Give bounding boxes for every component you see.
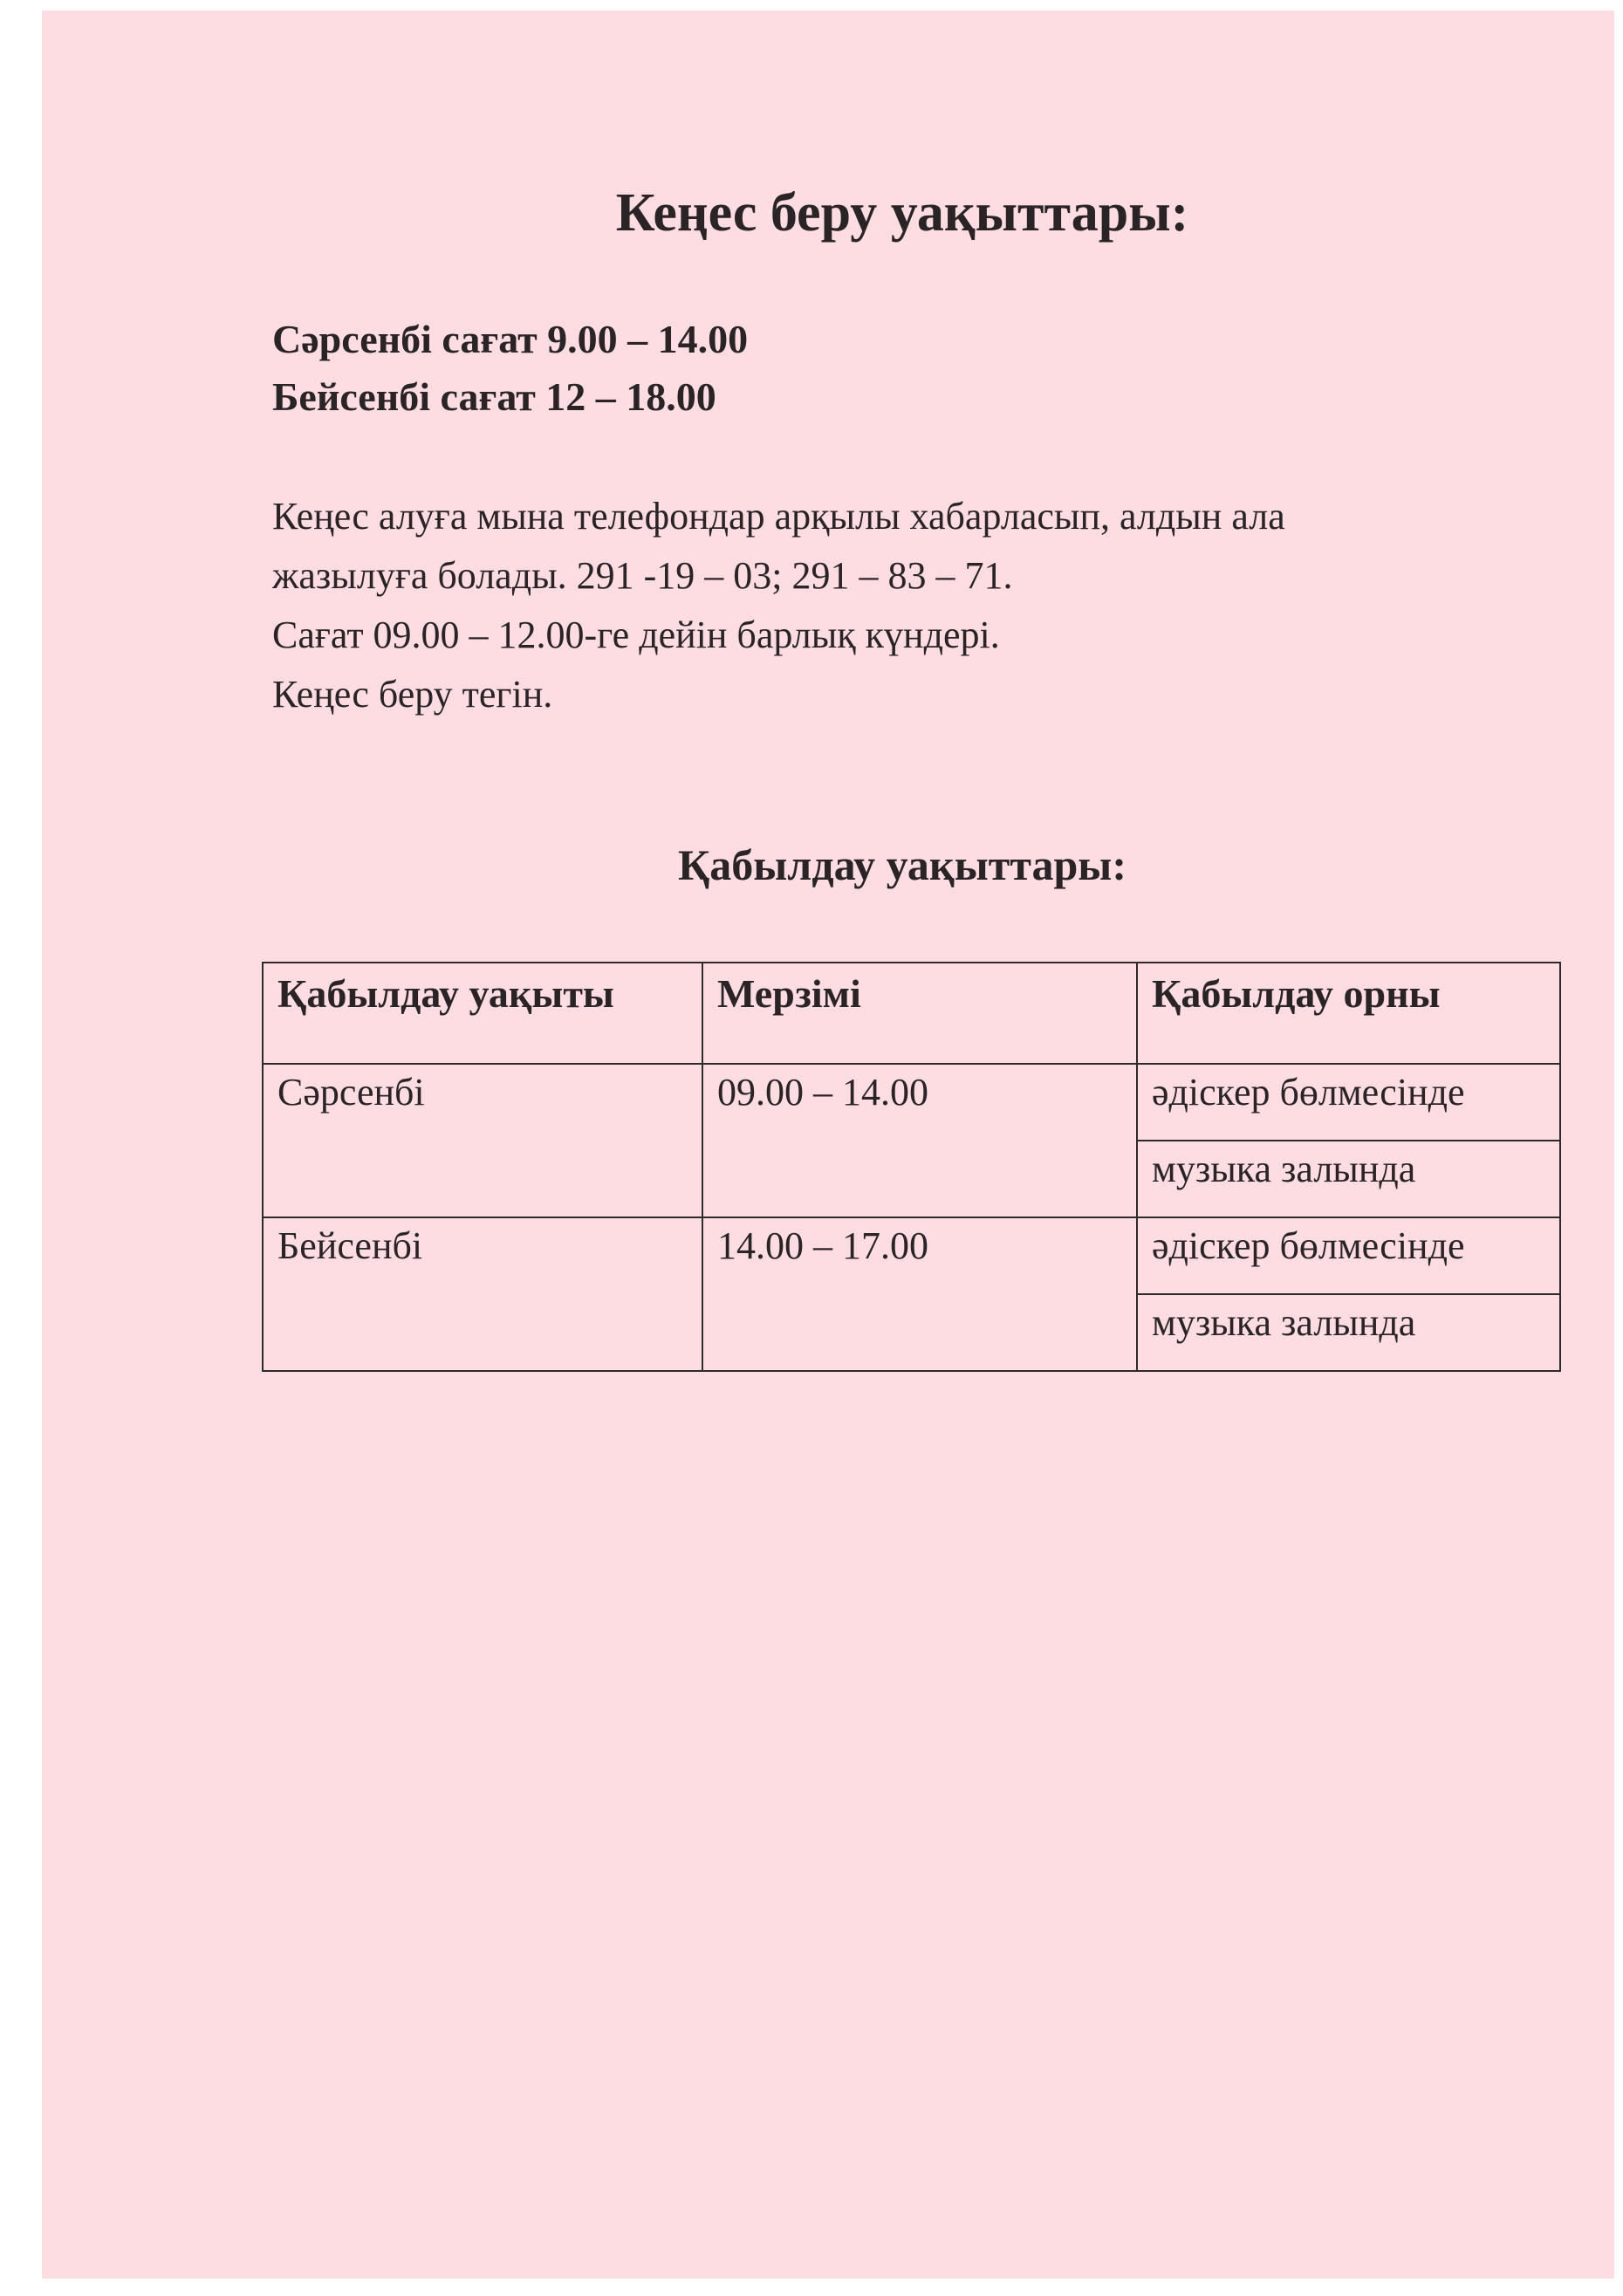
table-cell-time: 09.00 – 14.00 [702, 1064, 1137, 1217]
info-line: Кеңес алуға мына телефондар арқылы хабарласып, алдын ала [272, 495, 1285, 538]
column-header-reception-time: Қабылдау уақыты [263, 963, 702, 1064]
schedule-line-wednesday: Сәрсенбі сағат 9.00 – 14.00 [272, 317, 749, 361]
table-cell-time: 14.00 – 17.00 [702, 1217, 1137, 1371]
consultation-schedule [272, 311, 748, 426]
reception-table [262, 962, 1561, 1372]
table-row [263, 1064, 1560, 1141]
info-line-phones: жазылуға болады. 291 -19 – 03; 291 – 83 – 71. [272, 554, 1013, 597]
column-header-period: Мерзімі [702, 963, 1137, 1064]
table-cell-place: музыка залында [1137, 1141, 1560, 1217]
table-row [263, 1217, 1560, 1294]
consultation-info [272, 487, 1494, 724]
consultation-title: Кеңес беру уақыттары: [615, 183, 1189, 243]
table-header-row [263, 963, 1560, 1064]
info-line: Сағат 09.00 – 12.00-ге дейін барлық күндері. [272, 613, 1000, 656]
table-cell-place: музыка залында [1137, 1294, 1560, 1371]
column-header-reception-place: Қабылдау орны [1137, 963, 1560, 1064]
info-line: Кеңес беру тегін. [272, 673, 553, 716]
table-cell-day: Бейсенбі [263, 1217, 702, 1371]
table-cell-place: әдіскер бөлмесінде [1137, 1217, 1560, 1294]
document-page [42, 10, 1614, 2279]
table-cell-place: әдіскер бөлмесінде [1137, 1064, 1560, 1141]
table-cell-day: Сәрсенбі [263, 1064, 702, 1217]
schedule-line-thursday: Бейсенбі сағат 12 – 18.00 [272, 374, 716, 419]
reception-title: Қабылдау уақыттары: [677, 840, 1127, 889]
